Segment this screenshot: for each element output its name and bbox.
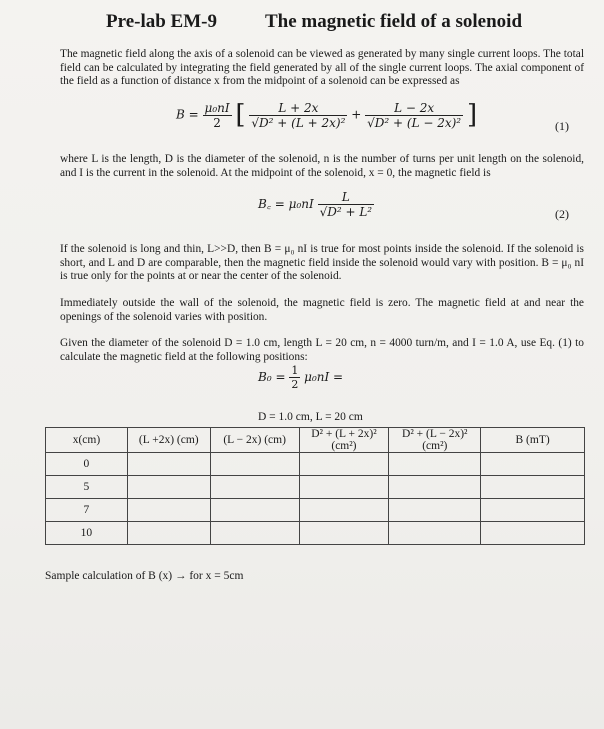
data-table [45, 427, 585, 545]
cell-input[interactable] [127, 522, 210, 545]
sample-calculation-label: Sample calculation of B (x) → for x = 5cm [45, 570, 244, 582]
eq2-fraction: $\frac{L}{\text{√D² + L²}}$ [319, 190, 373, 219]
cell-input[interactable] [127, 453, 210, 476]
cell-input[interactable] [210, 499, 299, 522]
cell-input[interactable] [481, 522, 585, 545]
outside-wall-paragraph: Immediately outside the wall of the solenoid, the magnetic field is zero. The magnetic field at and near the openings of the solenoid varies with position. [60, 297, 584, 323]
table-caption: D = 1.0 cm, L = 20 cm [258, 411, 363, 423]
table-row [46, 476, 585, 499]
cell-input[interactable] [127, 476, 210, 499]
equation-1-number: (1) [555, 119, 569, 133]
cell-input[interactable] [299, 476, 389, 499]
header-sum-plus: D² + (L + 2x)² (cm²) [299, 428, 389, 453]
cell-x: 5 [46, 476, 128, 499]
cell-input[interactable] [210, 476, 299, 499]
given-values-paragraph: Given the diameter of the solenoid D = 1.0 cm, length L = 20 cm, n = 4000 turn/m, and I = 1.0 A, use Eq. (1) to calculate the magnetic field at the following positions: [60, 337, 584, 363]
cell-input[interactable] [481, 499, 585, 522]
table-header-row [46, 428, 585, 453]
eq1-term1: $\frac{L + 2x}{\text{√D² + (L + 2x)²}}$ [251, 100, 346, 130]
header-l-minus-2x: (L − 2x) (cm) [210, 428, 299, 453]
eq1-term2: $\frac{L - 2x}{\text{√D² + (L − 2x)²}}$ [367, 100, 462, 130]
cell-input[interactable] [389, 499, 481, 522]
equation-3: B₀ = $\frac{1}{2}$ μ₀nI = [258, 364, 344, 391]
cell-input[interactable] [299, 522, 389, 545]
header-x: x(cm) [46, 428, 128, 453]
equation-2-number: (2) [555, 207, 569, 221]
cell-input[interactable] [481, 476, 585, 499]
definitions-paragraph: where L is the length, D is the diameter of the solenoid, n is the number of turns per unit length on the solenoid, and I is the current in the solenoid. At the midpoint of the solenoid, x = 0, the magnetic field is [60, 153, 584, 179]
table-row [46, 499, 585, 522]
cell-input[interactable] [210, 453, 299, 476]
cell-x: 7 [46, 499, 128, 522]
header-b: B (mT) [481, 428, 585, 453]
eq1-prefactor: $\frac{\text{μ₀nI}}{2}$ [204, 100, 230, 130]
title-lab-id: Pre-lab EM-9 [106, 11, 217, 32]
table-row [46, 522, 585, 545]
eq1-lhs: B = [176, 107, 199, 122]
equation-2 [258, 190, 374, 219]
cell-input[interactable] [299, 453, 389, 476]
header-l-plus-2x: (L +2x) (cm) [127, 428, 210, 453]
cell-x: 0 [46, 453, 128, 476]
cell-input[interactable] [389, 522, 481, 545]
cell-input[interactable] [127, 499, 210, 522]
intro-paragraph: The magnetic field along the axis of a solenoid can be viewed as generated by many single current loops. The total field can be calculated by integrating the field generated by all of the single current loops. The axial component of the field as a function of distance x from the midpoint of a solenoid can be expressed as [60, 48, 584, 88]
cell-input[interactable] [389, 476, 481, 499]
cell-x: 10 [46, 522, 128, 545]
header-sum-minus: D² + (L − 2x)² (cm²) [389, 428, 481, 453]
equation-1: B = $\frac{\text{μ₀nI}}{2}$ [ $\frac{L + 2x}{\text{√D² + (L + 2x)²}}$ + $\frac{L - 2x}{\text{√D² + (L − 2x)²}}$ ] [176, 100, 478, 130]
title-topic: The magnetic field of a solenoid [265, 11, 523, 32]
table-row [46, 453, 585, 476]
long-thin-paragraph: If the solenoid is long and thin, L>>D, then B = μ₀ nI is true for most points inside the solenoid. If the solenoid is short, and L and D are comparable, then the magnetic field inside the solenoid would vary with position. B = μ₀ nI is true only for the points at or near the center of the solenoid. [60, 243, 584, 283]
cell-input[interactable] [299, 499, 389, 522]
eq3-half: $\frac{1}{2}$ [291, 364, 299, 391]
cell-input[interactable] [389, 453, 481, 476]
cell-input[interactable] [210, 522, 299, 545]
eq2-lhs: B꜀ = μ₀nI [258, 197, 314, 211]
cell-input[interactable] [481, 453, 585, 476]
